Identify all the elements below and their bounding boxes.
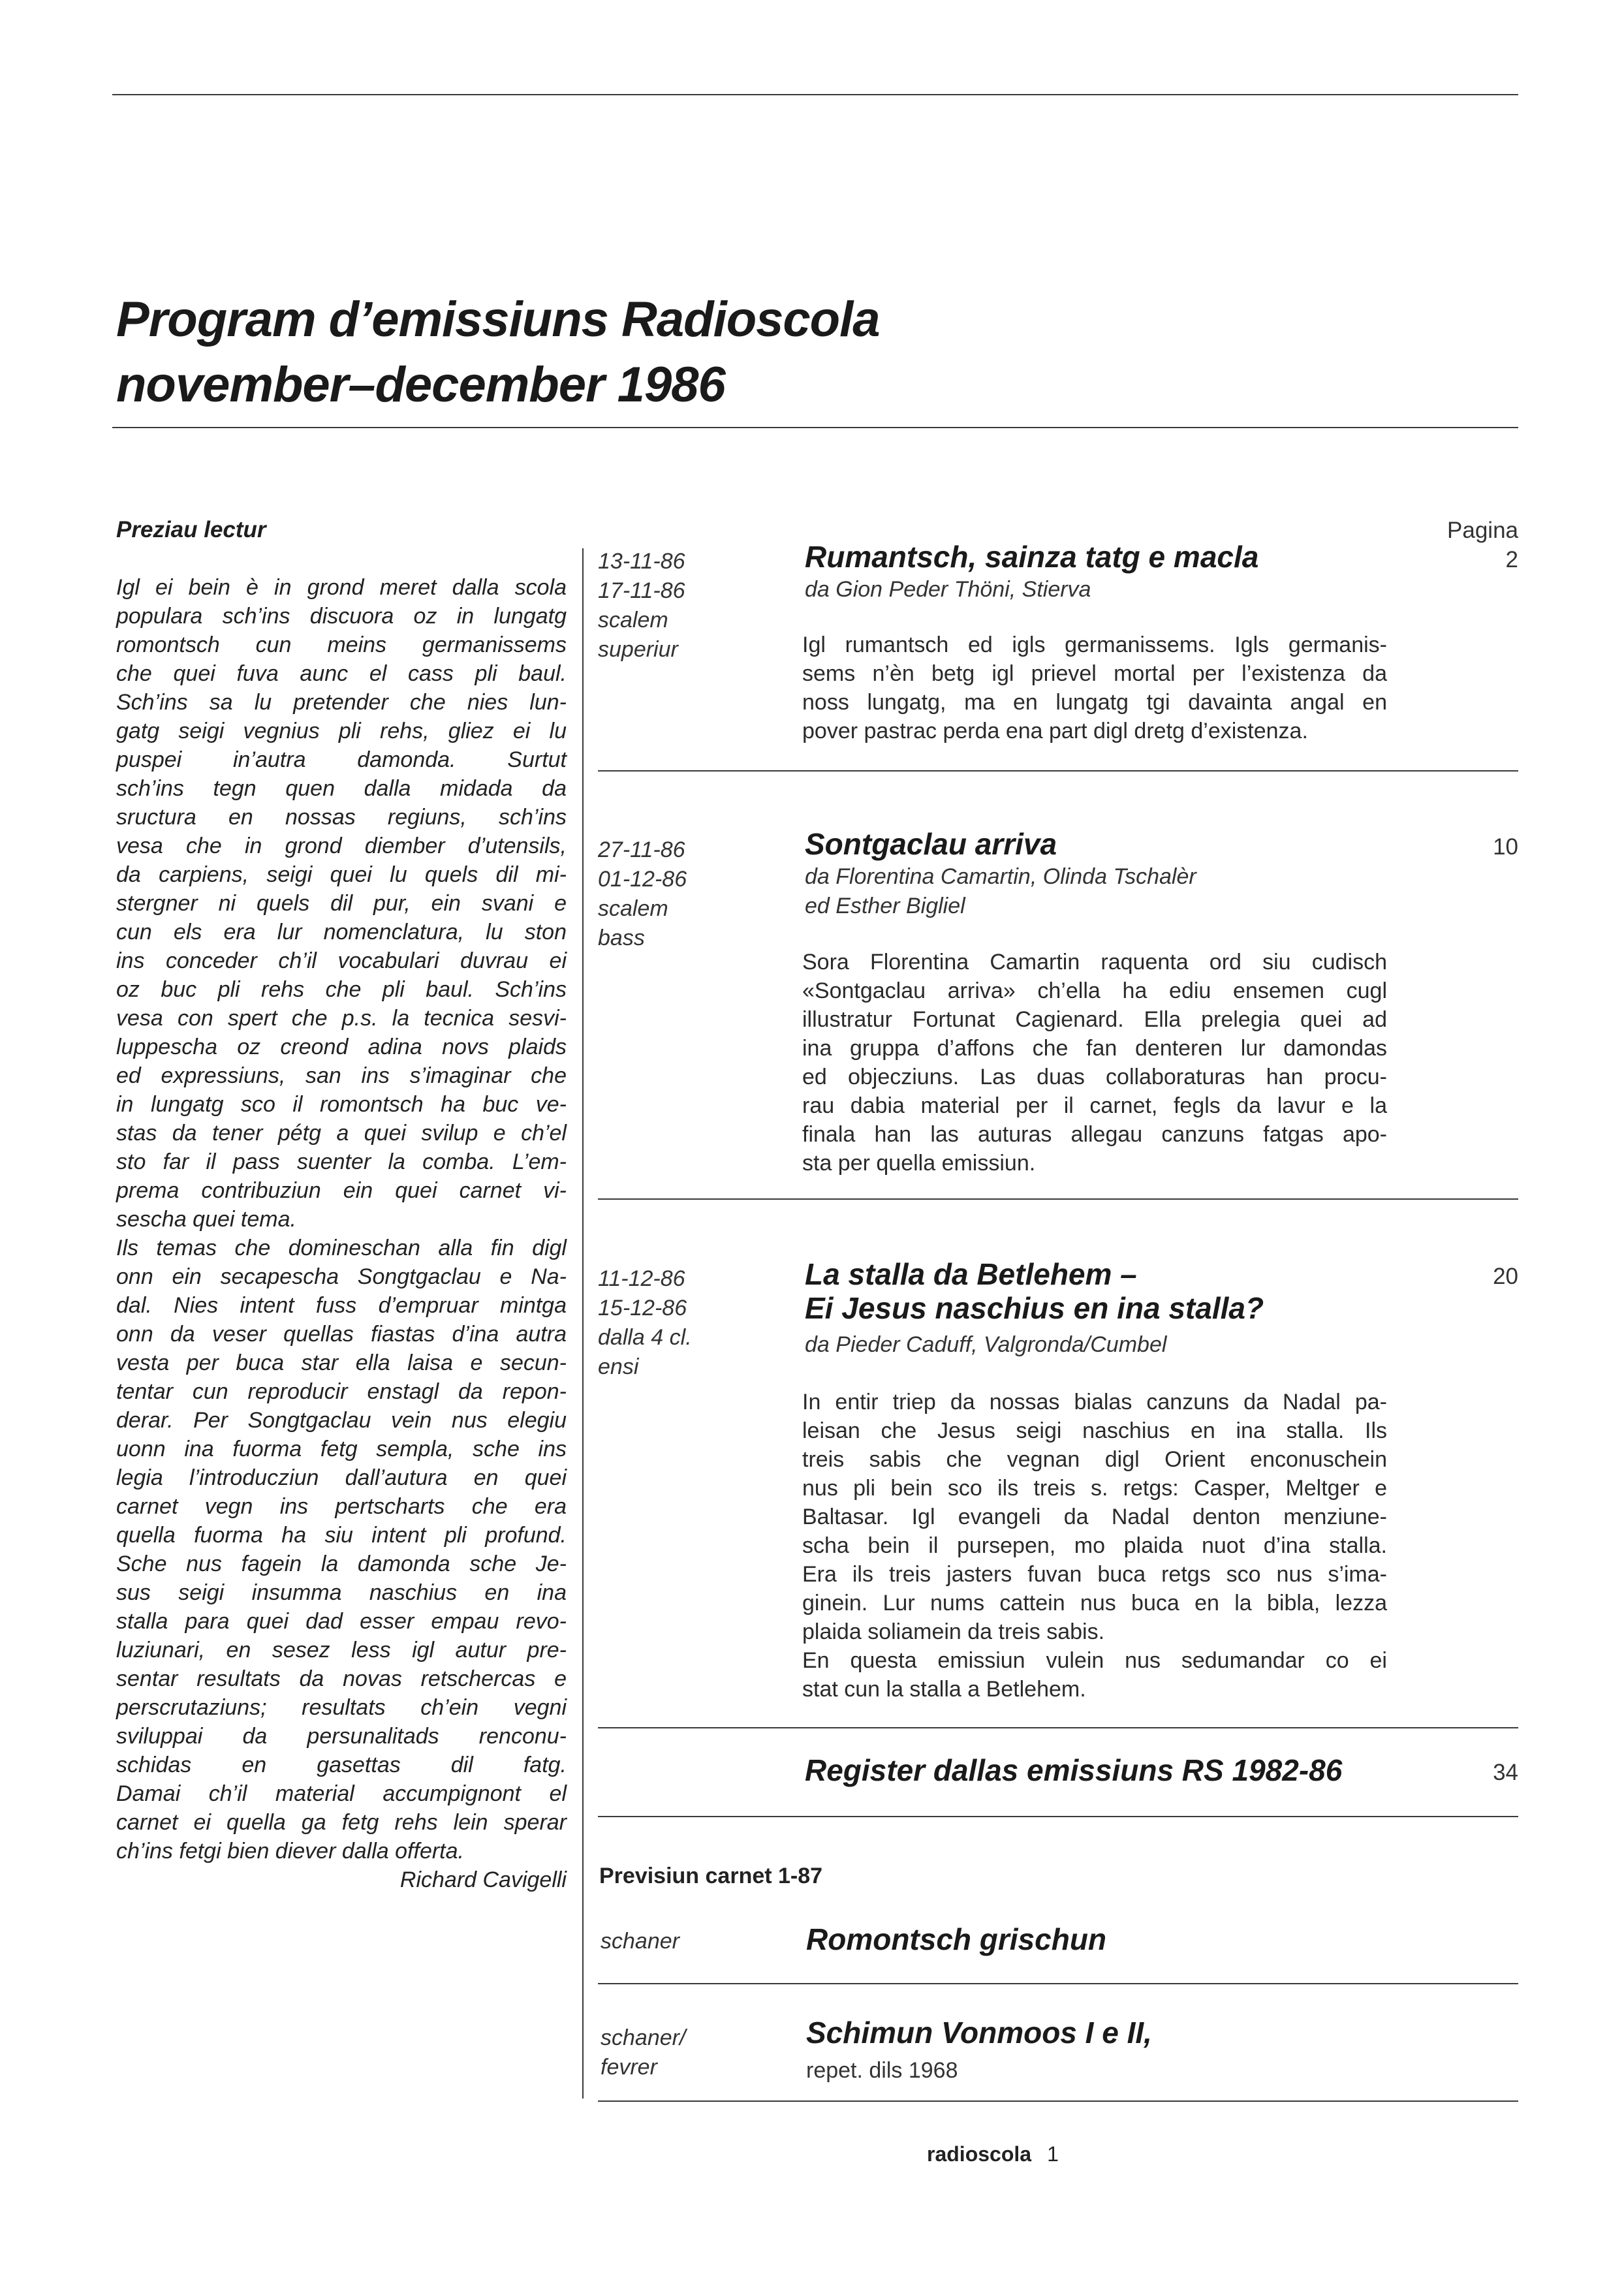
preface-line: sentar resultats da novas retschercas e: [116, 1666, 567, 1691]
preface-line: sructura en nossas regiuns, sch’ins: [116, 805, 567, 830]
program-meta-line: 11-12-86: [598, 1266, 685, 1291]
divider-program-3: [598, 1727, 1518, 1728]
program-author-line: da Pieder Caduff, Valgronda/Cumbel: [805, 1332, 1167, 1357]
program-description-line: Sora Florentina Camartin raquenta ord siu cudisch: [802, 950, 1387, 975]
program-title-line: La stalla da Betlehem –: [805, 1257, 1137, 1291]
preface-line: luppescha oz creond adina novs plaids: [116, 1035, 567, 1059]
program-description-line: sta per quella emissiun.: [802, 1151, 1036, 1176]
program-description-line: ginein. Lur nums cattein nus buca en la bibla, lezza: [802, 1591, 1387, 1616]
preface-line: vesta per buca star ella laisa e secun-: [116, 1350, 567, 1375]
preview-heading: Previsiun carnet 1-87: [599, 1864, 823, 1888]
program-description-line: En questa emissiun vulein nus sedumandar co ei: [802, 1648, 1387, 1673]
preface-line: carnet ei quella ga fetg rehs lein sperar: [116, 1810, 567, 1835]
preface-line: vesa che in grond diember d’utensils,: [116, 834, 567, 858]
program-1-description: [802, 631, 1387, 745]
preview-2-label-line-1: schaner/: [601, 2025, 686, 2050]
preface-line: quella fuorma ha siu intent pli profund.: [116, 1523, 567, 1548]
divider-program-2: [598, 1198, 1518, 1200]
preface-line: sto far il pass suenter la comba. L’em-: [116, 1149, 567, 1174]
page-footer: [927, 2142, 1059, 2166]
program-meta-line: 01-12-86: [598, 867, 687, 892]
program-description-line: treis sabis che vegnan digl Orient enconuschein: [802, 1447, 1387, 1472]
program-description-line: Baltasar. Igl evangeli da Nadal denton menziune-: [802, 1505, 1387, 1529]
preface-line: perscrutaziuns; resultats ch’ein vegni: [116, 1695, 567, 1720]
preface-line: vesa con spert che p.s. la tecnica sesvi-: [116, 1006, 567, 1031]
preface-line: ed expressiuns, san ins s’imaginar che: [116, 1063, 567, 1088]
program-meta-line: dalla 4 cl.: [598, 1325, 692, 1350]
register-page: 34: [1493, 1760, 1518, 1785]
preface-line: carnet vegn ins pertscharts che era: [116, 1494, 567, 1519]
program-description-line: nus pli bein sco ils treis s. retgs: Casper, Meltger e: [802, 1476, 1387, 1501]
program-description-line: pover pastrac perda ena part digl dretg d’existenza.: [802, 719, 1308, 743]
footer-page-number: 1: [1047, 2142, 1059, 2166]
top-rule: [112, 94, 1518, 95]
preface-line: schidas en gasettas dil fatg.: [116, 1753, 567, 1777]
program-3-dates: [598, 1264, 742, 1382]
preface-line: stalla para quei dad esser empau revo-: [116, 1609, 567, 1634]
pagina-heading: Pagina: [1447, 518, 1518, 543]
preface-line: legia l’introducziun dall’autura en quei: [116, 1465, 567, 1490]
preface-line: in lungatg sco il romontsch ha buc ve-: [116, 1092, 567, 1117]
preface-line: stas da tener pétg a quei svilup e ch’el: [116, 1121, 567, 1146]
program-1-author: [805, 575, 1392, 604]
preface-line: cun els era lur nomenclatura, lu ston: [116, 920, 567, 945]
program-description-line: Era ils treis jasters fuvan buca retgs sco nus s’ima-: [802, 1562, 1387, 1587]
program-description-line: leisan che Jesus seigi naschius en ina stalla. Ils: [802, 1418, 1387, 1443]
title-rule: [112, 427, 1518, 428]
preface-line: oz buc pli rehs che pli baul. Sch’ins: [116, 977, 567, 1002]
preface-line: luziunari, en sesez less igl autur pre-: [116, 1638, 567, 1663]
program-meta-line: 13-11-86: [598, 549, 685, 574]
preface-line: puspei in’autra damonda. Surtut: [116, 747, 567, 772]
preface-line: gatg seigi vegnius pli rehs, gliez ei lu: [116, 719, 567, 743]
program-2-title: [805, 827, 1458, 861]
preview-1-label: [601, 1927, 679, 1956]
preface-line: romontsch cun meins germanissems: [116, 632, 567, 657]
program-author-line: da Florentina Camartin, Olinda Tschalèr: [805, 864, 1196, 889]
program-description-line: «Sontgaclau arriva» ch’ella ha ediu ensemen cugl: [802, 978, 1387, 1003]
program-title-line: Ei Jesus naschius en ina stalla?: [805, 1291, 1264, 1325]
divider-preview-1: [598, 1983, 1518, 1984]
preface-line: populara sch’ins discuora oz in lungatg: [116, 604, 567, 629]
preface-line: onn ein secapescha Songtgaclau e Na-: [116, 1264, 567, 1289]
preface-line: che quei fuva aunc el cass pli baul.: [116, 661, 567, 686]
program-meta-line: bass: [598, 926, 645, 950]
program-1-page: 2: [1505, 547, 1518, 572]
preview-2-label-line-2: fevrer: [601, 2055, 657, 2080]
preface-text: [116, 573, 567, 1894]
program-3-author: [805, 1330, 1392, 1360]
preface-line: prema contribuziun ein quei carnet vi-: [116, 1178, 567, 1203]
program-author-line: ed Esther Bigliel: [805, 894, 965, 918]
preview-2-label: [601, 2023, 685, 2082]
preview-1-title: Romontsch grischun: [806, 1922, 1107, 1956]
register-title: [805, 1753, 1458, 1787]
preface-line: uonn ina fuorma fetg sempla, sche ins: [116, 1437, 567, 1461]
program-2-dates: [598, 835, 742, 953]
program-meta-line: 15-12-86: [598, 1296, 687, 1320]
program-meta-line: ensi: [598, 1354, 639, 1379]
program-title-line: Sontgaclau arriva: [805, 827, 1057, 861]
program-author-line: da Gion Peder Thöni, Stierva: [805, 577, 1091, 602]
preview-2-title: Schimun Vonmoos I e II,: [806, 2016, 1152, 2050]
divider-program-1: [598, 770, 1518, 772]
program-3-description: [802, 1388, 1387, 1704]
program-description-line: illustratur Fortunat Cagienard. Ella prelegia quei ad: [802, 1007, 1387, 1032]
preface-line: sviluppai da persunalitads renconu-: [116, 1724, 567, 1749]
program-meta-line: 17-11-86: [598, 578, 685, 603]
program-meta-line: scalem: [598, 896, 668, 921]
program-description-line: sems n’èn betg igl prievel mortal per l’existenza da: [802, 661, 1387, 686]
program-1-title: [805, 540, 1458, 574]
preface-line: Igl ei bein è in grond meret dalla scola: [116, 575, 567, 600]
program-title-line: Rumantsch, sainza tatg e macla: [805, 540, 1259, 574]
preface-line: ch’ins fetgi bien diever dalla offerta.: [116, 1839, 464, 1864]
program-3-title: [805, 1257, 1458, 1325]
program-meta-line: 27-11-86: [598, 837, 685, 862]
program-2-page: 10: [1493, 834, 1518, 860]
program-description-line: finala han las auturas allegau canzuns fatgas apo-: [802, 1122, 1387, 1147]
program-2-description: [802, 948, 1387, 1178]
program-description-line: scha bein il pursepen, mo plaida nuot d’ina stalla.: [802, 1533, 1387, 1558]
preface-line: tentar cun reproducir enstagl da repon-: [116, 1379, 567, 1404]
preface-line: Sche nus fagein la damonda sche Je-: [116, 1552, 567, 1576]
program-description-line: Igl rumantsch ed igls germanissems. Igls germanis-: [802, 632, 1387, 657]
preface-line: sescha quei tema.: [116, 1207, 296, 1232]
preface-line: Damai ch’il material accumpignont el: [116, 1781, 567, 1806]
program-1-dates: [598, 547, 742, 664]
preview-1-label-line: schaner: [601, 1929, 679, 1954]
divider-preview-2: [598, 2100, 1518, 2102]
program-description-line: plaida soliamein da treis sabis.: [802, 1619, 1105, 1644]
program-3-page: 20: [1493, 1264, 1518, 1289]
preview-2-note: repet. dils 1968: [806, 2058, 958, 2083]
title-line-2: november–december 1986: [116, 357, 725, 413]
program-meta-line: superiur: [598, 637, 678, 662]
column-divider: [582, 548, 584, 2099]
preface-line: Sch’ins sa lu pretender che nies lun-: [116, 690, 567, 715]
program-description-line: rau dabia material per il carnet, fegls da lavur e la: [802, 1093, 1387, 1118]
program-meta-line: scalem: [598, 608, 668, 632]
program-description-line: noss lungatg, ma en lungatg tgi davainta angal en: [802, 690, 1387, 715]
preface-line: ins conceder ch’il vocabulari duvrau ei: [116, 948, 567, 973]
preface-line: da carpiens, seigi quei lu quels dil mi-: [116, 862, 567, 887]
preface-line: derar. Per Songtgaclau vein nus elegiu: [116, 1408, 567, 1433]
register-title-text: Register dallas emissiuns RS 1982-86: [805, 1753, 1343, 1787]
program-description-line: In entir triep da nossas bialas canzuns da Nadal pa-: [802, 1390, 1387, 1414]
program-description-line: stat cun la stalla a Betlehem.: [802, 1677, 1086, 1702]
divider-register: [598, 1816, 1518, 1817]
program-description-line: ed objecziuns. Las duas collaboraturas han procu-: [802, 1065, 1387, 1089]
preface-line: Ils temas che domineschan alla fin digl: [116, 1236, 567, 1260]
preface-line: sch’ins tegn quen dalla midada da: [116, 776, 567, 801]
title-line-1: Program d’emissiuns Radioscola: [116, 292, 880, 347]
preface-line: dal. Nies intent fuss d’empruar mintga: [116, 1293, 567, 1318]
preface-heading: Preziau lectur: [116, 517, 266, 542]
footer-brand: radioscola: [927, 2142, 1032, 2166]
preface-signature: Richard Cavigelli: [399, 1867, 567, 1892]
preface-line: stergner ni quels dil pur, ein svani e: [116, 891, 567, 916]
page-title: [116, 287, 1291, 418]
program-description-line: ina gruppa d’affons che fan denteren lur damondas: [802, 1036, 1387, 1061]
preface-line: sus seigi insumma naschius en ina: [116, 1580, 567, 1605]
preface-line: onn da veser quellas fiastas d’ina autra: [116, 1322, 567, 1347]
program-2-author: [805, 862, 1392, 921]
